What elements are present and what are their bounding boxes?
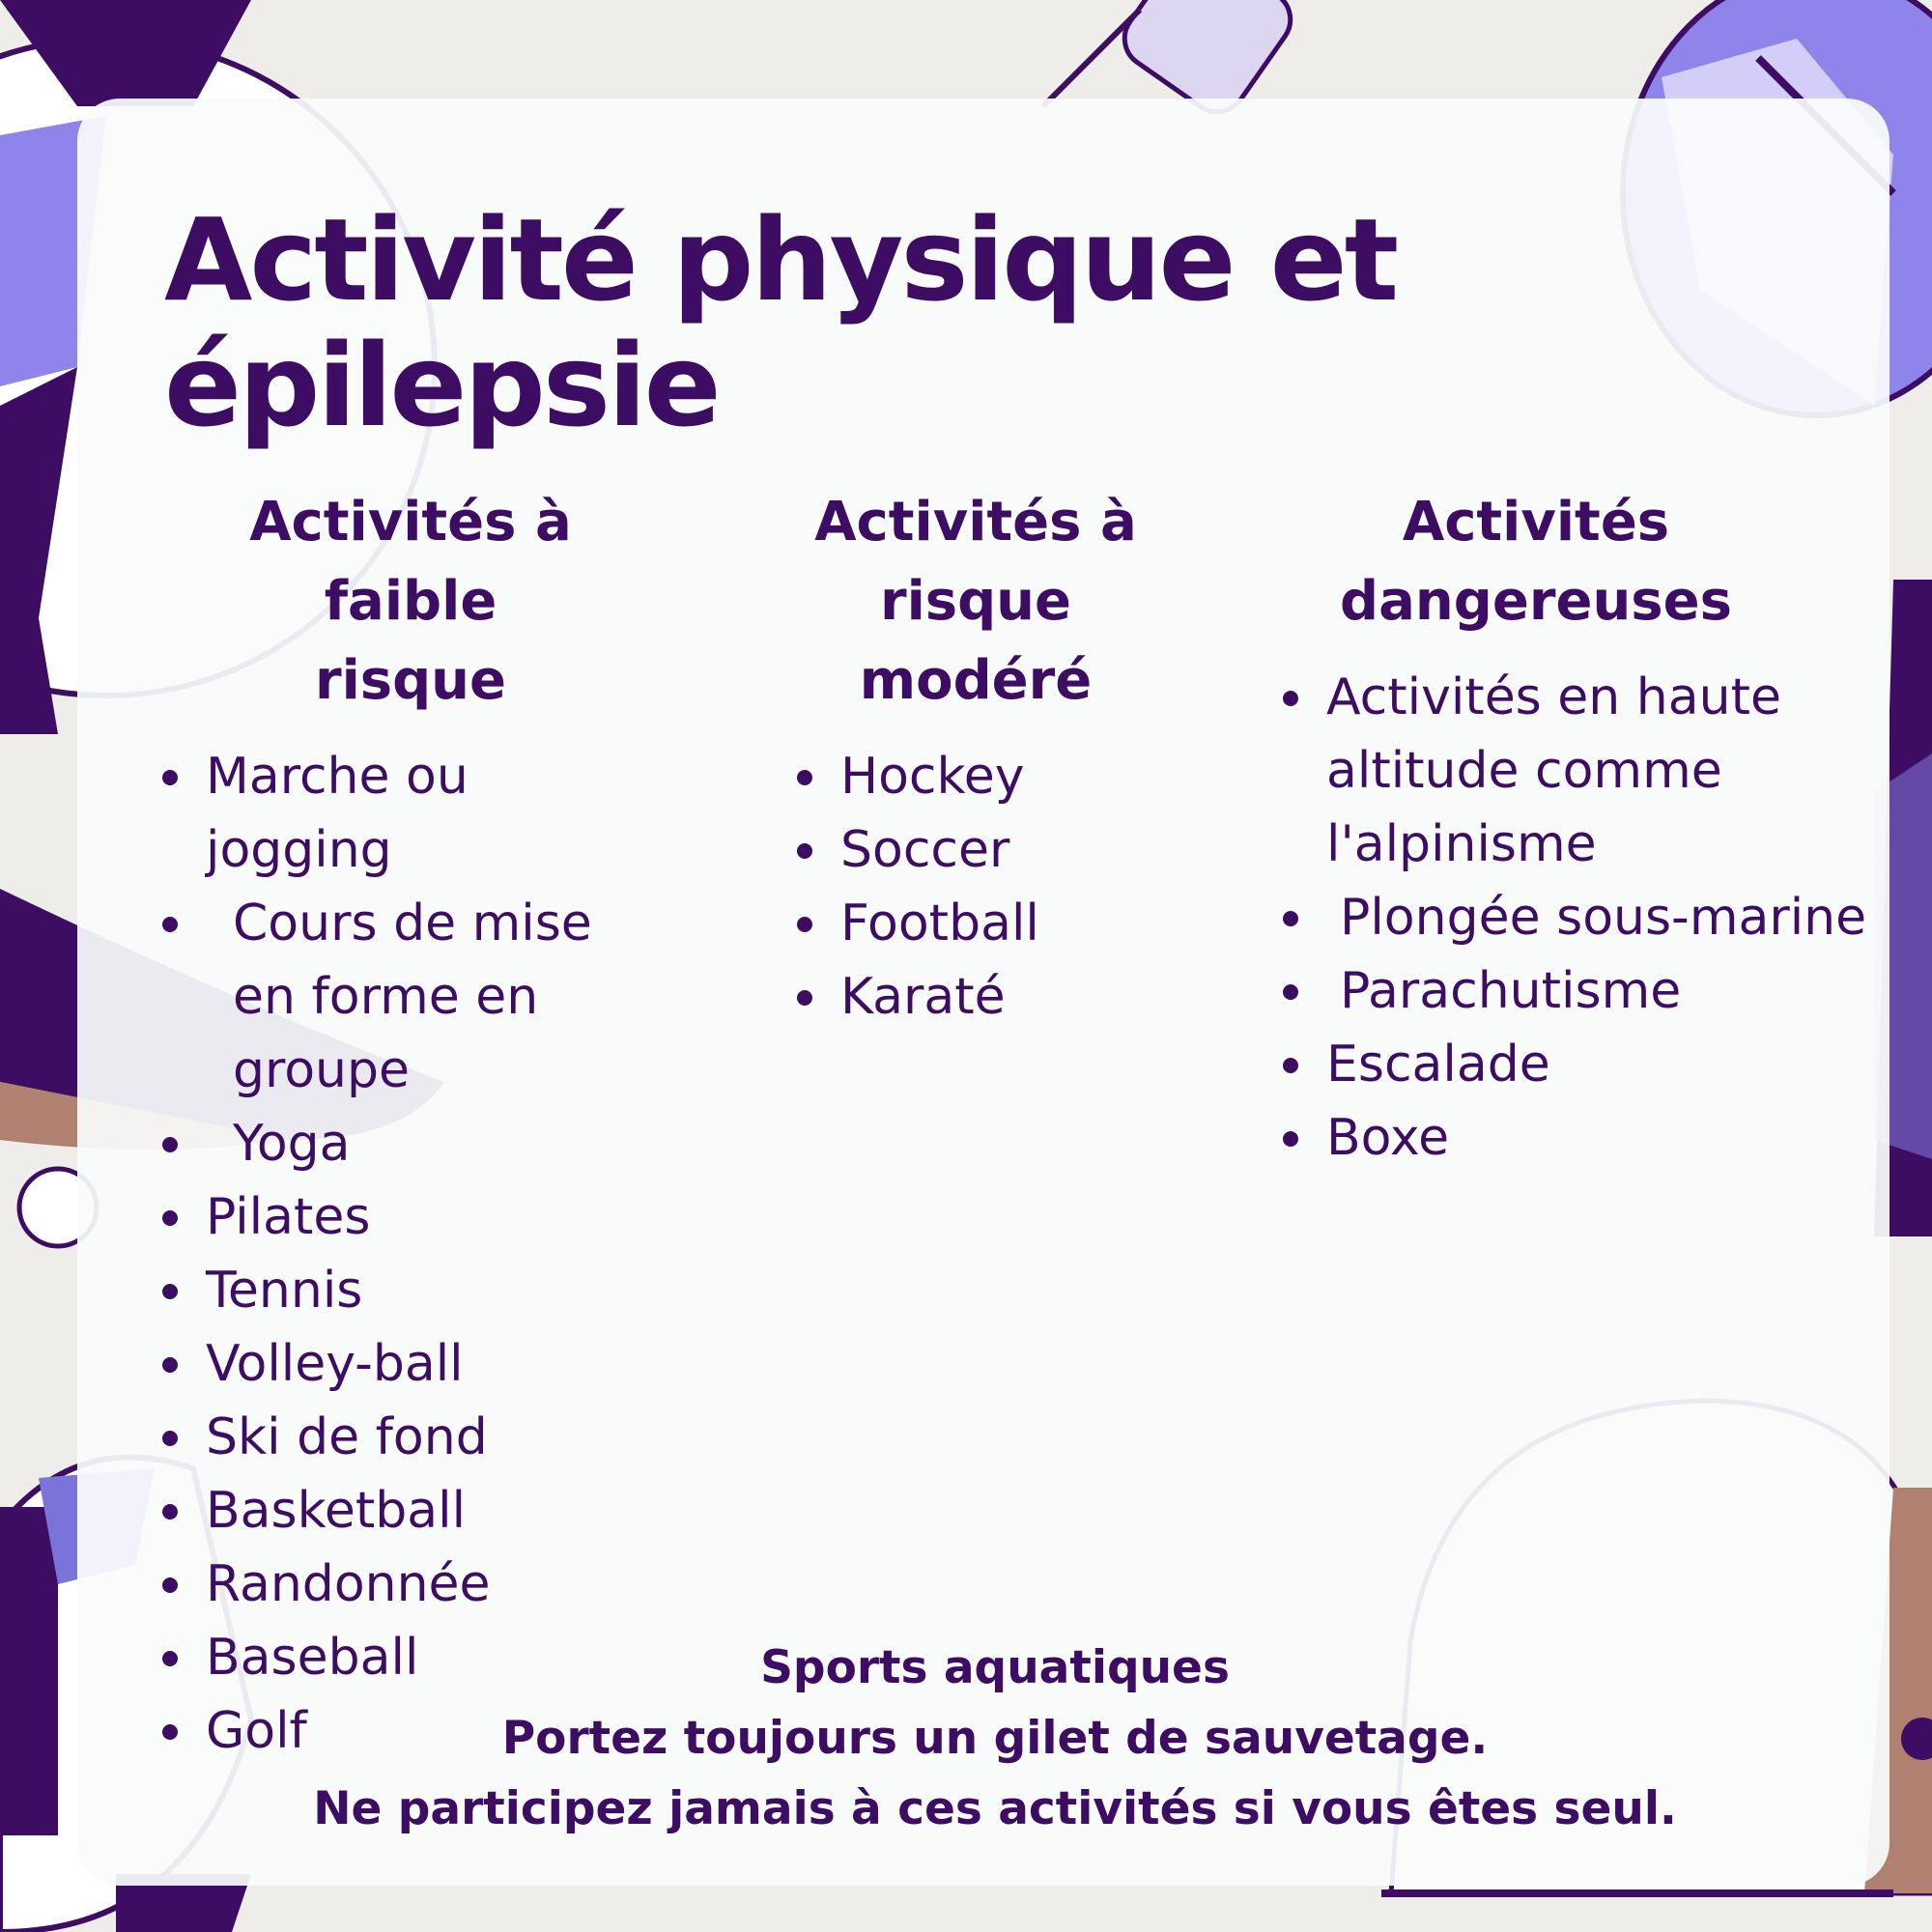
dangerous-heading-line1: Activités — [1402, 491, 1670, 554]
list-item: Plongée sous-marine — [1326, 881, 1869, 954]
list-item: Hockey — [840, 740, 1232, 813]
list-item: Ski de fond — [206, 1401, 662, 1474]
list-item: Marche ou jogging — [206, 740, 662, 887]
dangerous-heading-line2: dangereuses — [1340, 570, 1732, 633]
low-risk-heading-line1: Activités à faible — [249, 491, 572, 633]
list-item: Pilates — [206, 1180, 662, 1254]
list-item: Football — [840, 887, 1232, 960]
moderate-risk-list — [720, 740, 1232, 1034]
list-item: Soccer — [840, 813, 1232, 887]
list-item: Parachutisme — [1326, 954, 1869, 1028]
list-item: Activités en haute altitude comme l'alpinisme — [1326, 661, 1869, 881]
moderate-risk-heading — [720, 483, 1232, 721]
list-item: Yoga — [206, 1107, 662, 1180]
list-item: Basketball — [206, 1474, 662, 1548]
list-item: Escalade — [1326, 1028, 1869, 1101]
low-risk-heading-line2: risque — [314, 649, 507, 712]
low-risk-column — [159, 483, 662, 1768]
page-title: Activité physique et épilepsie — [164, 193, 1397, 452]
footer-line-3: Ne participez jamais à ces activités si vous êtes seul. — [313, 1782, 1677, 1835]
list-item: Baseball — [206, 1621, 662, 1694]
low-risk-list — [159, 740, 662, 1768]
list-item: Tennis — [206, 1254, 662, 1327]
dangerous-column — [1280, 483, 1869, 1175]
moderate-risk-column — [720, 483, 1232, 1034]
list-item: Karaté — [840, 960, 1232, 1034]
footer-line-1: Sports aquatiques — [760, 1641, 1230, 1694]
list-item: Cours de mise en forme en groupe — [206, 887, 662, 1107]
low-risk-heading — [159, 483, 662, 721]
list-item: Boxe — [1326, 1101, 1869, 1175]
moderate-risk-heading-line1: Activités à risque — [814, 491, 1137, 633]
moderate-risk-heading-line2: modéré — [859, 649, 1093, 712]
water-sports-note — [77, 1633, 1913, 1844]
dangerous-heading — [1280, 483, 1773, 641]
list-item: Volley-ball — [206, 1327, 662, 1401]
footer-line-2: Portez toujours un gilet de sauvetage. — [501, 1712, 1489, 1765]
list-item: Golf — [206, 1694, 662, 1768]
list-item: Randonnée — [206, 1548, 662, 1621]
dangerous-list — [1280, 661, 1869, 1175]
